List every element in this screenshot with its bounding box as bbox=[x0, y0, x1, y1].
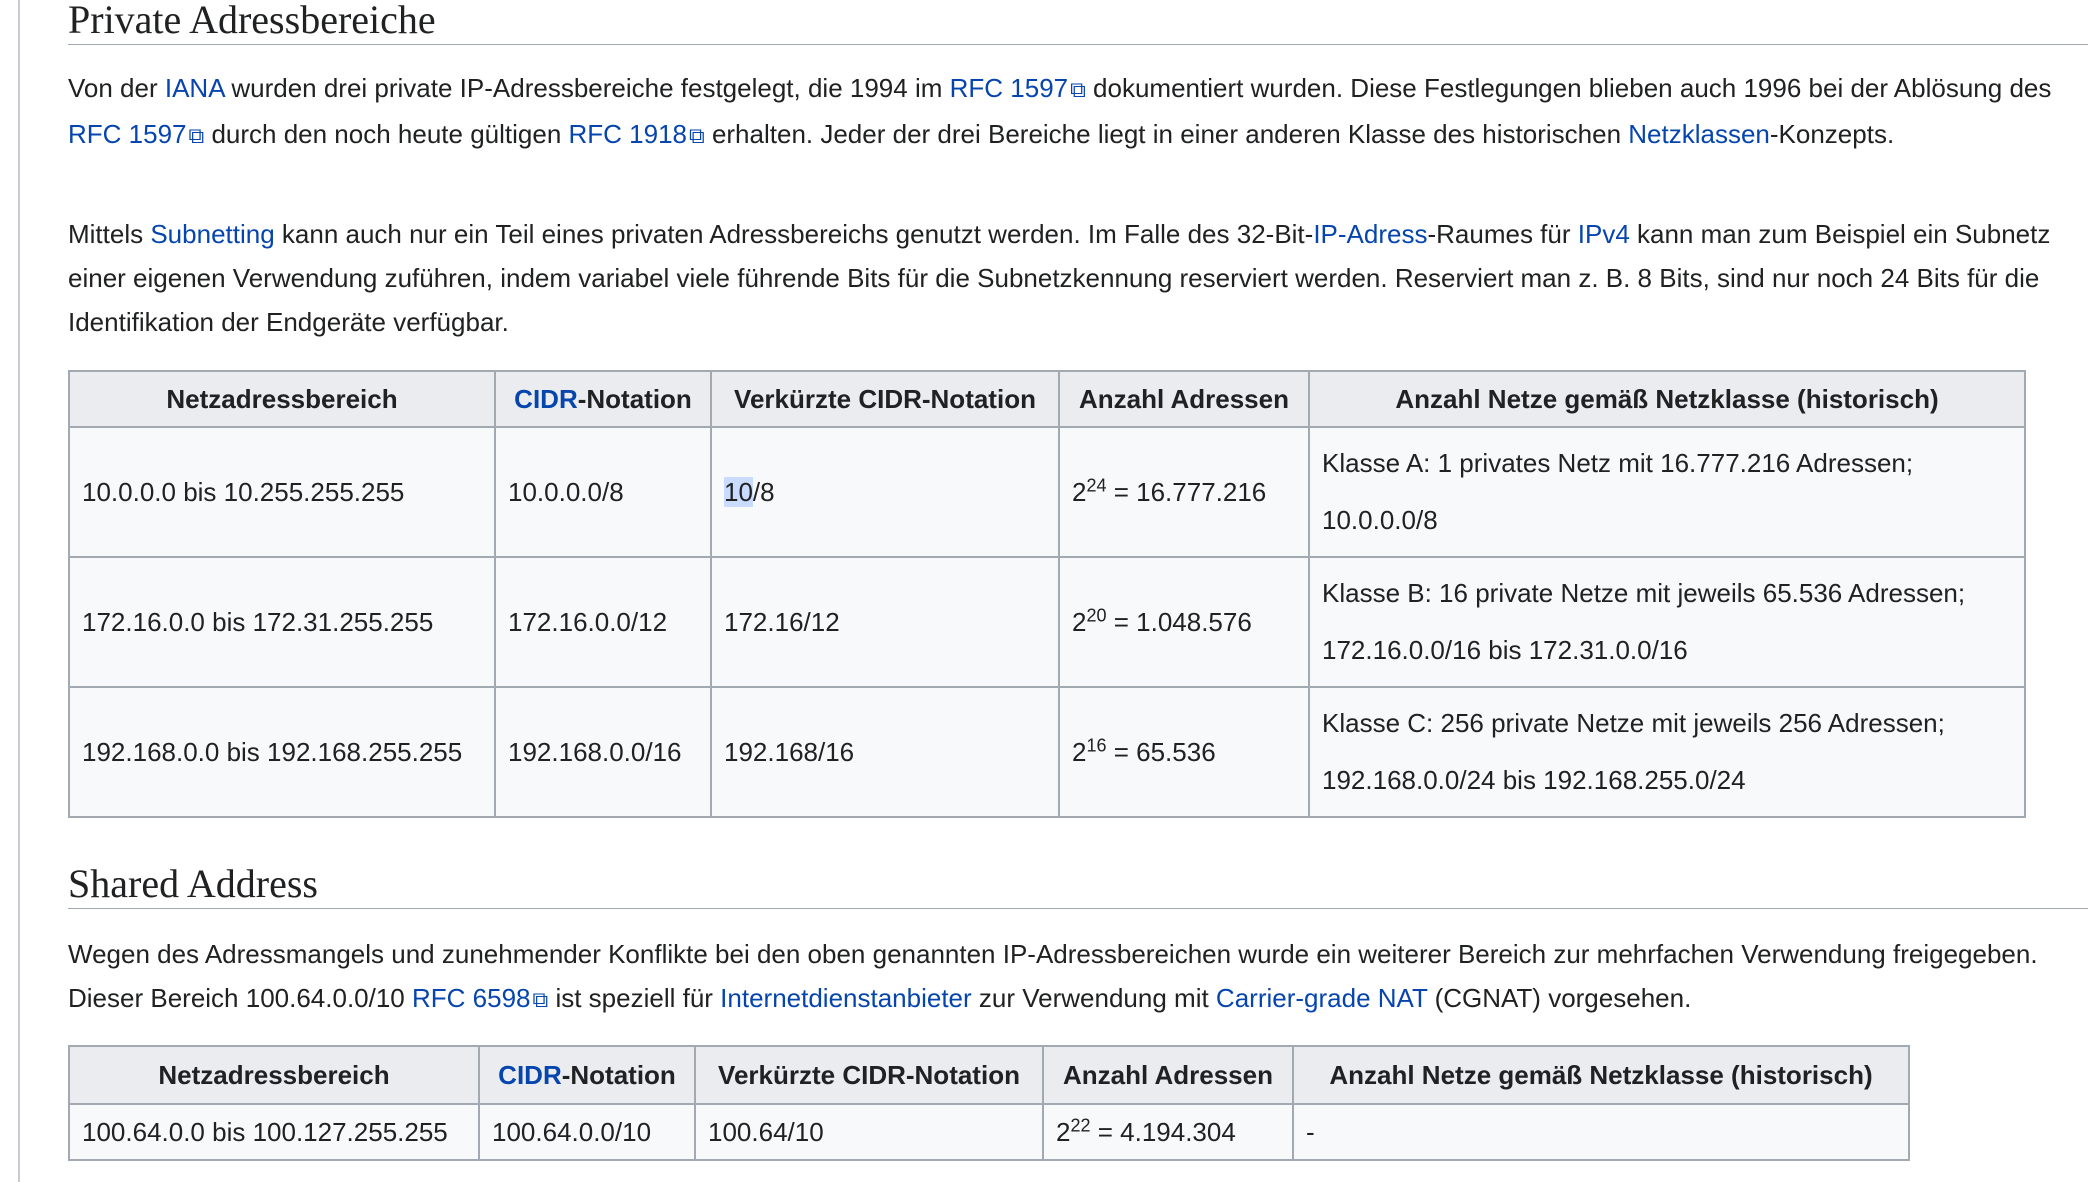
class-description: Klasse B: 16 private Netze mit jeweils 65.536 Adressen; bbox=[1322, 578, 1966, 608]
text: durch den noch heute gültigen bbox=[204, 119, 569, 149]
class-description: Klasse C: 256 private Netze mit jeweils 256 Adressen; bbox=[1322, 708, 1945, 738]
column-header-short: Verkürzte CIDR-Notation bbox=[695, 1046, 1043, 1104]
class-range: 10.0.0.0/8 bbox=[1322, 505, 1438, 535]
header-text: -Notation bbox=[561, 1059, 676, 1090]
left-border bbox=[18, 0, 20, 1182]
cell-text: /8 bbox=[752, 476, 775, 507]
private-ranges-table bbox=[68, 370, 2026, 818]
cell-short: 172.16/12 bbox=[711, 557, 1059, 687]
text: Wegen des Adressmangels und zunehmender Konflikte bei den oben genannten IP-Adressbereichen wurde ein weiterer Bereich zur mehrfachen Verwendung freigegeben. Dieser Bereich 100.64.0.0/10 bbox=[68, 939, 2038, 1013]
base: 2 bbox=[1056, 1116, 1071, 1147]
exponent: 20 bbox=[1086, 604, 1107, 625]
link-cidr[interactable]: CIDR bbox=[514, 383, 578, 414]
link-label: RFC 6598 bbox=[412, 983, 531, 1013]
cell-short: 100.64/10 bbox=[695, 1104, 1043, 1160]
column-header-cidr bbox=[495, 371, 711, 427]
base: 2 bbox=[1072, 606, 1087, 637]
text: dokumentiert wurden. Diese Festlegungen blieben auch 1996 bei der Ablösung des bbox=[1085, 73, 2052, 103]
cell-count bbox=[1059, 427, 1309, 557]
table-header-row bbox=[69, 371, 2025, 427]
text: (CGNAT) vorgesehen. bbox=[1427, 983, 1692, 1013]
column-header-nets: Anzahl Netze gemäß Netzklasse (historisch) bbox=[1309, 371, 2025, 427]
link-rfc1597[interactable] bbox=[950, 73, 1086, 103]
external-link-icon: ⧉ bbox=[689, 123, 705, 148]
cell-range: 10.0.0.0 bis 10.255.255.255 bbox=[69, 427, 495, 557]
class-description: Klasse A: 1 privates Netz mit 16.777.216 Adressen; bbox=[1322, 448, 1914, 478]
paragraph-subnetting bbox=[68, 212, 2068, 344]
class-range: 192.168.0.0/24 bis 192.168.255.0/24 bbox=[1322, 765, 1746, 795]
link-netzklassen[interactable]: Netzklassen bbox=[1628, 119, 1770, 149]
text-selection[interactable]: 10 bbox=[724, 476, 753, 507]
cell-nets bbox=[1309, 427, 2025, 557]
paragraph-private-intro bbox=[68, 66, 2068, 158]
cell-cidr: 100.64.0.0/10 bbox=[479, 1104, 695, 1160]
cell-count bbox=[1059, 687, 1309, 817]
link-label: RFC 1597 bbox=[949, 73, 1069, 103]
external-link-icon: ⧉ bbox=[188, 123, 205, 148]
text: -Konzepts. bbox=[1769, 119, 1895, 149]
column-header-range: Netzadressbereich bbox=[69, 371, 495, 427]
cell-cidr: 192.168.0.0/16 bbox=[495, 687, 711, 817]
cell-nets: - bbox=[1293, 1104, 1909, 1160]
shared-range-table bbox=[68, 1045, 1910, 1161]
link-rfc1918[interactable] bbox=[569, 119, 705, 149]
cell-short bbox=[711, 427, 1059, 557]
exponent: 22 bbox=[1070, 1114, 1091, 1135]
cell-count bbox=[1043, 1104, 1293, 1160]
external-link-icon: ⧉ bbox=[532, 987, 549, 1012]
text: zur Verwendung mit bbox=[971, 983, 1216, 1013]
column-header-cidr bbox=[479, 1046, 695, 1104]
link-subnetting[interactable]: Subnetting bbox=[150, 219, 275, 249]
cell-range: 172.16.0.0 bis 172.31.255.255 bbox=[69, 557, 495, 687]
section-heading-shared: Shared Address bbox=[68, 864, 2088, 909]
text: Mittels bbox=[68, 219, 151, 249]
cell-range: 100.64.0.0 bis 100.127.255.255 bbox=[69, 1104, 479, 1160]
link-label: RFC 1597 bbox=[68, 119, 187, 149]
cell-cidr: 172.16.0.0/12 bbox=[495, 557, 711, 687]
table-row bbox=[69, 557, 2025, 687]
cell-nets bbox=[1309, 687, 2025, 817]
count-value: = 1.048.576 bbox=[1106, 606, 1252, 637]
link-carrier-grade-nat[interactable]: Carrier-grade NAT bbox=[1215, 983, 1428, 1013]
external-link-icon: ⧉ bbox=[1070, 77, 1086, 102]
cell-short: 192.168/16 bbox=[711, 687, 1059, 817]
table-row bbox=[69, 1104, 1909, 1160]
paragraph-shared bbox=[68, 932, 2068, 1022]
column-header-short: Verkürzte CIDR-Notation bbox=[711, 371, 1059, 427]
text: erhalten. Jeder der drei Bereiche liegt in einer anderen Klasse des historischen bbox=[704, 119, 1629, 149]
count-value: = 16.777.216 bbox=[1106, 476, 1267, 507]
column-header-range: Netzadressbereich bbox=[69, 1046, 479, 1104]
table-row bbox=[69, 427, 2025, 557]
text: ist speziell für bbox=[548, 983, 721, 1013]
text: kann auch nur ein Teil eines privaten Adressbereichs genutzt werden. Im Falle des 32-Bit- bbox=[274, 219, 1314, 249]
count-value: = 65.536 bbox=[1106, 736, 1216, 767]
section-heading-private: Private Adressbereiche bbox=[68, 0, 2088, 45]
link-label: RFC 1918 bbox=[568, 119, 687, 149]
link-iana[interactable]: IANA bbox=[164, 73, 225, 103]
count-value: = 4.194.304 bbox=[1090, 1116, 1236, 1147]
link-rfc1597-second[interactable] bbox=[68, 119, 204, 149]
link-ip-adress[interactable]: IP-Adress bbox=[1313, 219, 1428, 249]
link-rfc6598[interactable] bbox=[412, 983, 548, 1013]
table-row bbox=[69, 687, 2025, 817]
cell-range: 192.168.0.0 bis 192.168.255.255 bbox=[69, 687, 495, 817]
text: wurden drei private IP-Adressbereiche festgelegt, die 1994 im bbox=[224, 73, 950, 103]
exponent: 24 bbox=[1086, 474, 1107, 495]
cell-nets bbox=[1309, 557, 2025, 687]
link-internetdienstanbieter[interactable]: Internetdienstanbieter bbox=[720, 983, 972, 1013]
column-header-nets: Anzahl Netze gemäß Netzklasse (historisch) bbox=[1293, 1046, 1909, 1104]
text: -Raumes für bbox=[1427, 219, 1578, 249]
base: 2 bbox=[1072, 476, 1087, 507]
cell-count bbox=[1059, 557, 1309, 687]
cell-cidr: 10.0.0.0/8 bbox=[495, 427, 711, 557]
exponent: 16 bbox=[1086, 734, 1107, 755]
column-header-count: Anzahl Adressen bbox=[1059, 371, 1309, 427]
link-ipv4[interactable]: IPv4 bbox=[1577, 219, 1630, 249]
header-text: -Notation bbox=[577, 383, 692, 414]
text: kann man zum Beispiel ein Subnetz einer eigenen Verwendung zuführen, indem variabel viele führende Bits für die Subnetzkennung reserviert werden. Reserviert man z. B. 8 Bits, sind nur noch 24 Bits für die Identifikation der Endgeräte verfügbar. bbox=[68, 219, 2051, 337]
text: Von der bbox=[68, 73, 165, 103]
link-cidr[interactable]: CIDR bbox=[498, 1059, 562, 1090]
class-range: 172.16.0.0/16 bis 172.31.0.0/16 bbox=[1322, 635, 1688, 665]
base: 2 bbox=[1072, 736, 1087, 767]
table-header-row bbox=[69, 1046, 1909, 1104]
column-header-count: Anzahl Adressen bbox=[1043, 1046, 1293, 1104]
